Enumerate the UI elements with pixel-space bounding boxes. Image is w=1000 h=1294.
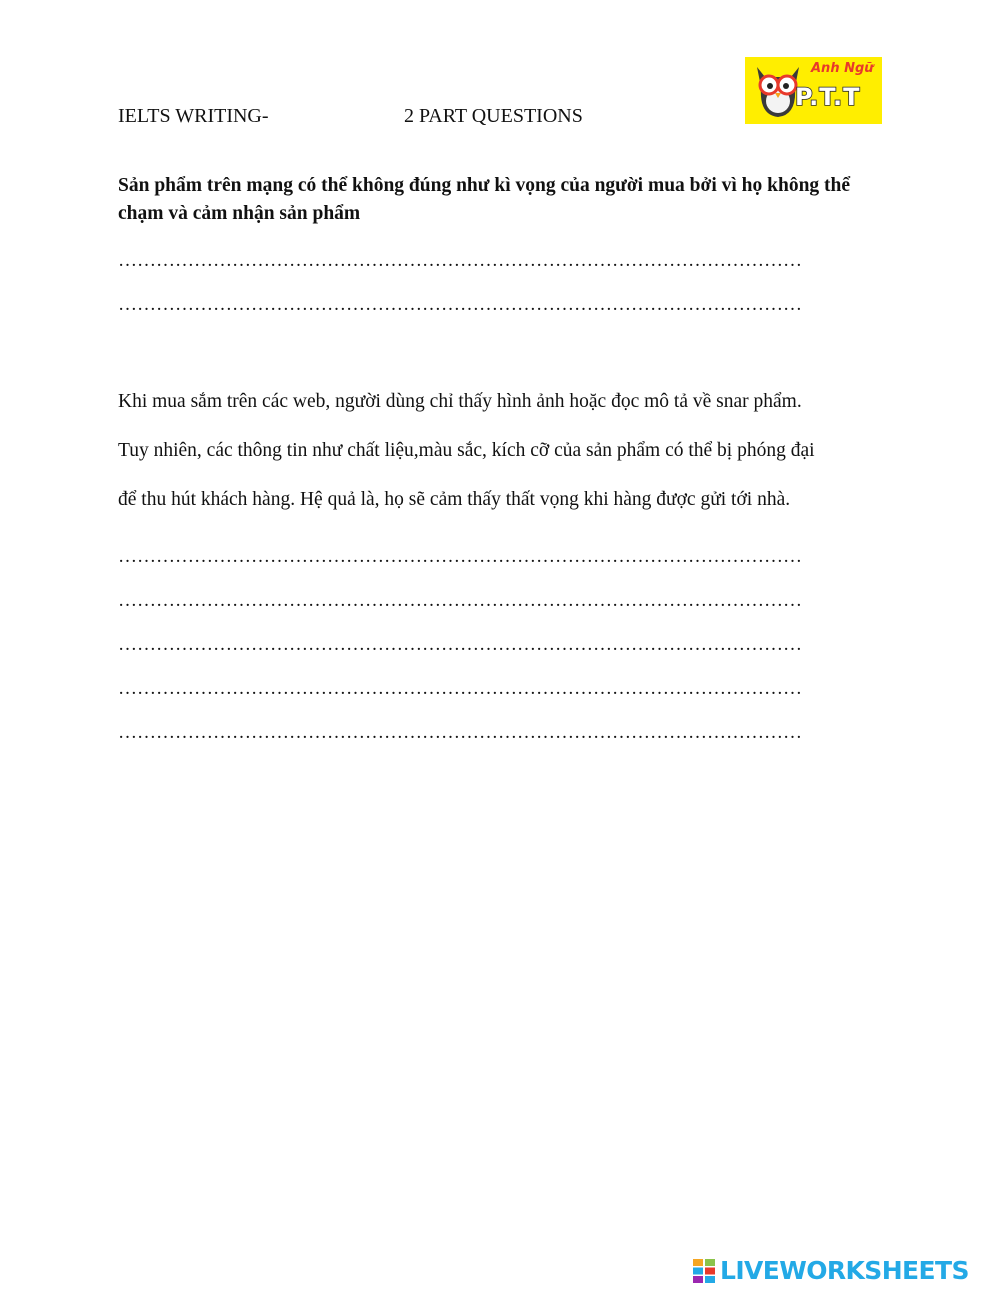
- school-logo: [745, 57, 882, 124]
- answer-line: ………………………………………………………………………………………………: [118, 590, 802, 611]
- paragraph-line: Tuy nhiên, các thông tin như chất liệu,màu sắc, kích cỡ của sản phẩm có thể bị phóng đại: [118, 440, 815, 461]
- header-title: IELTS WRITING-: [118, 105, 269, 127]
- liveworksheets-footer[interactable]: [693, 1256, 993, 1286]
- prompt-question: Sản phẩm trên mạng có thể không đúng như kì vọng của người mua bởi vì họ không thể chạm và cảm nhận sản phẩm: [118, 175, 851, 224]
- liveworksheets-wordmark: LIVEWORKSHEETS: [720, 1256, 969, 1285]
- paragraph-line: để thu hút khách hàng. Hệ quả là, họ sẽ cảm thấy thất vọng khi hàng được gửi tới nhà.: [118, 489, 791, 510]
- logo-bottom-text: P.T.T: [795, 83, 861, 111]
- paragraph-line: Khi mua sắm trên các web, người dùng chỉ thấy hình ảnh hoặc đọc mô tả về snar phẩm.: [118, 391, 802, 412]
- answer-line: ………………………………………………………………………………………………: [118, 634, 802, 655]
- logo-top-text: Anh Ngữ: [811, 61, 874, 76]
- answer-line: ………………………………………………………………………………………………: [118, 294, 802, 315]
- answer-line: ………………………………………………………………………………………………: [118, 678, 802, 699]
- sample-paragraph: [118, 377, 888, 524]
- liveworksheets-logo-icon: [693, 1259, 715, 1283]
- answer-line: ………………………………………………………………………………………………: [118, 722, 802, 743]
- answer-line: ………………………………………………………………………………………………: [118, 250, 802, 271]
- header-subtitle: 2 PART QUESTIONS: [404, 105, 583, 127]
- answer-line: ………………………………………………………………………………………………: [118, 546, 802, 567]
